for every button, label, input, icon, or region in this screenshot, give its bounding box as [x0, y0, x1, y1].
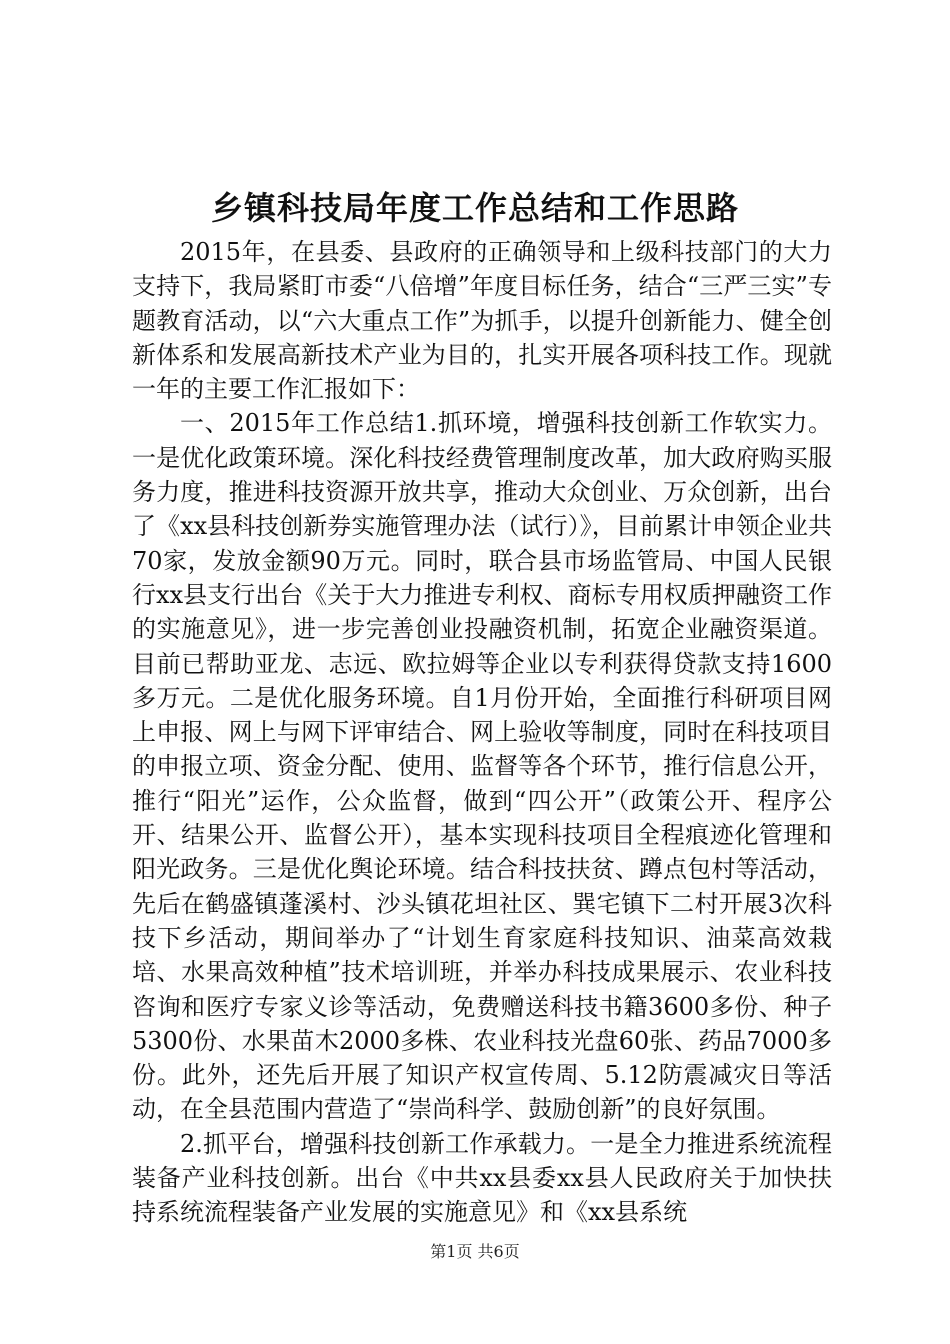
page-number-footer: 第1页 共6页 [430, 1242, 520, 1261]
paragraph-environment: 一、2015年工作总结1.抓环境，增强科技创新工作软实力。一是优化政策环境。深化科技经费管理制度改革，加大政府购买服务力度，推进科技资源开放共享，推动大众创业、万众创新，出台了《xx县科技创新券实施管理办法（试行）》，目前累计申领企业共70家，发放金额90万元。同时，联合县市场监管局、中国人民银行xx县支行出台《关于大力推进专利权、商标专用权质押融资工作的实施意见》，进一步完善创业投融资机制，拓宽企业融资渠道。目前已帮助亚龙、志远、欧拉姆等企业以专利获得贷款支持1600多万元。二是优化服务环境。自1月份开始，全面推行科研项目网上申报、网上与网下评审结合、网上验收等制度，同时在科技项目的申报立项、资金分配、使用、监督等各个环节，推行信息公开，推行“阳光”运作，公众监督，做到“四公开”（政策公开、程序公开、结果公开、监督公开），基本实现科技项目全程痕迹化管理和阳光政务。三是优化舆论环境。结合科技扶贫、蹲点包村等活动，先后在鹤盛镇蓬溪村、沙头镇花坦社区、巽宅镇下二村开展3次科技下乡活动，期间举办了“计划生育家庭科技知识、油菜高效栽培、水果高效种植”技术培训班，并举办科技成果展示、农业科技咨询和医疗专家义诊等活动，免费赠送科技书籍3600多份、种子5300份、水果苗木2000多株、农业科技光盘60张、药品7000多份。此外，还先后开展了知识产权宣传周、5.12防震减灾日等活动，在全县范围内营造了“崇尚科学、鼓励创新”的良好氛围。 [132, 409, 832, 1124]
document-body [132, 235, 832, 1230]
paragraph-platform: 2.抓平台，增强科技创新工作承载力。一是全力推进系统流程装备产业科技创新。出台《中共xx县委xx县人民政府关于加快扶持系统流程装备产业发展的实施意见》和《xx县系统 [132, 1129, 832, 1227]
document-title: 乡镇科技局年度工作总结和工作思路 [210, 189, 739, 227]
paragraph-intro: 2015年，在县委、县政府的正确领导和上级科技部门的大力支持下，我局紧盯市委“八倍增”年度目标任务，结合“三严三实”专题教育活动，以“六大重点工作”为抓手，以提升创新能力、健全创新体系和发展高新技术产业为目的，扎实开展各项科技工作。现就一年的主要工作汇报如下： [132, 238, 832, 404]
